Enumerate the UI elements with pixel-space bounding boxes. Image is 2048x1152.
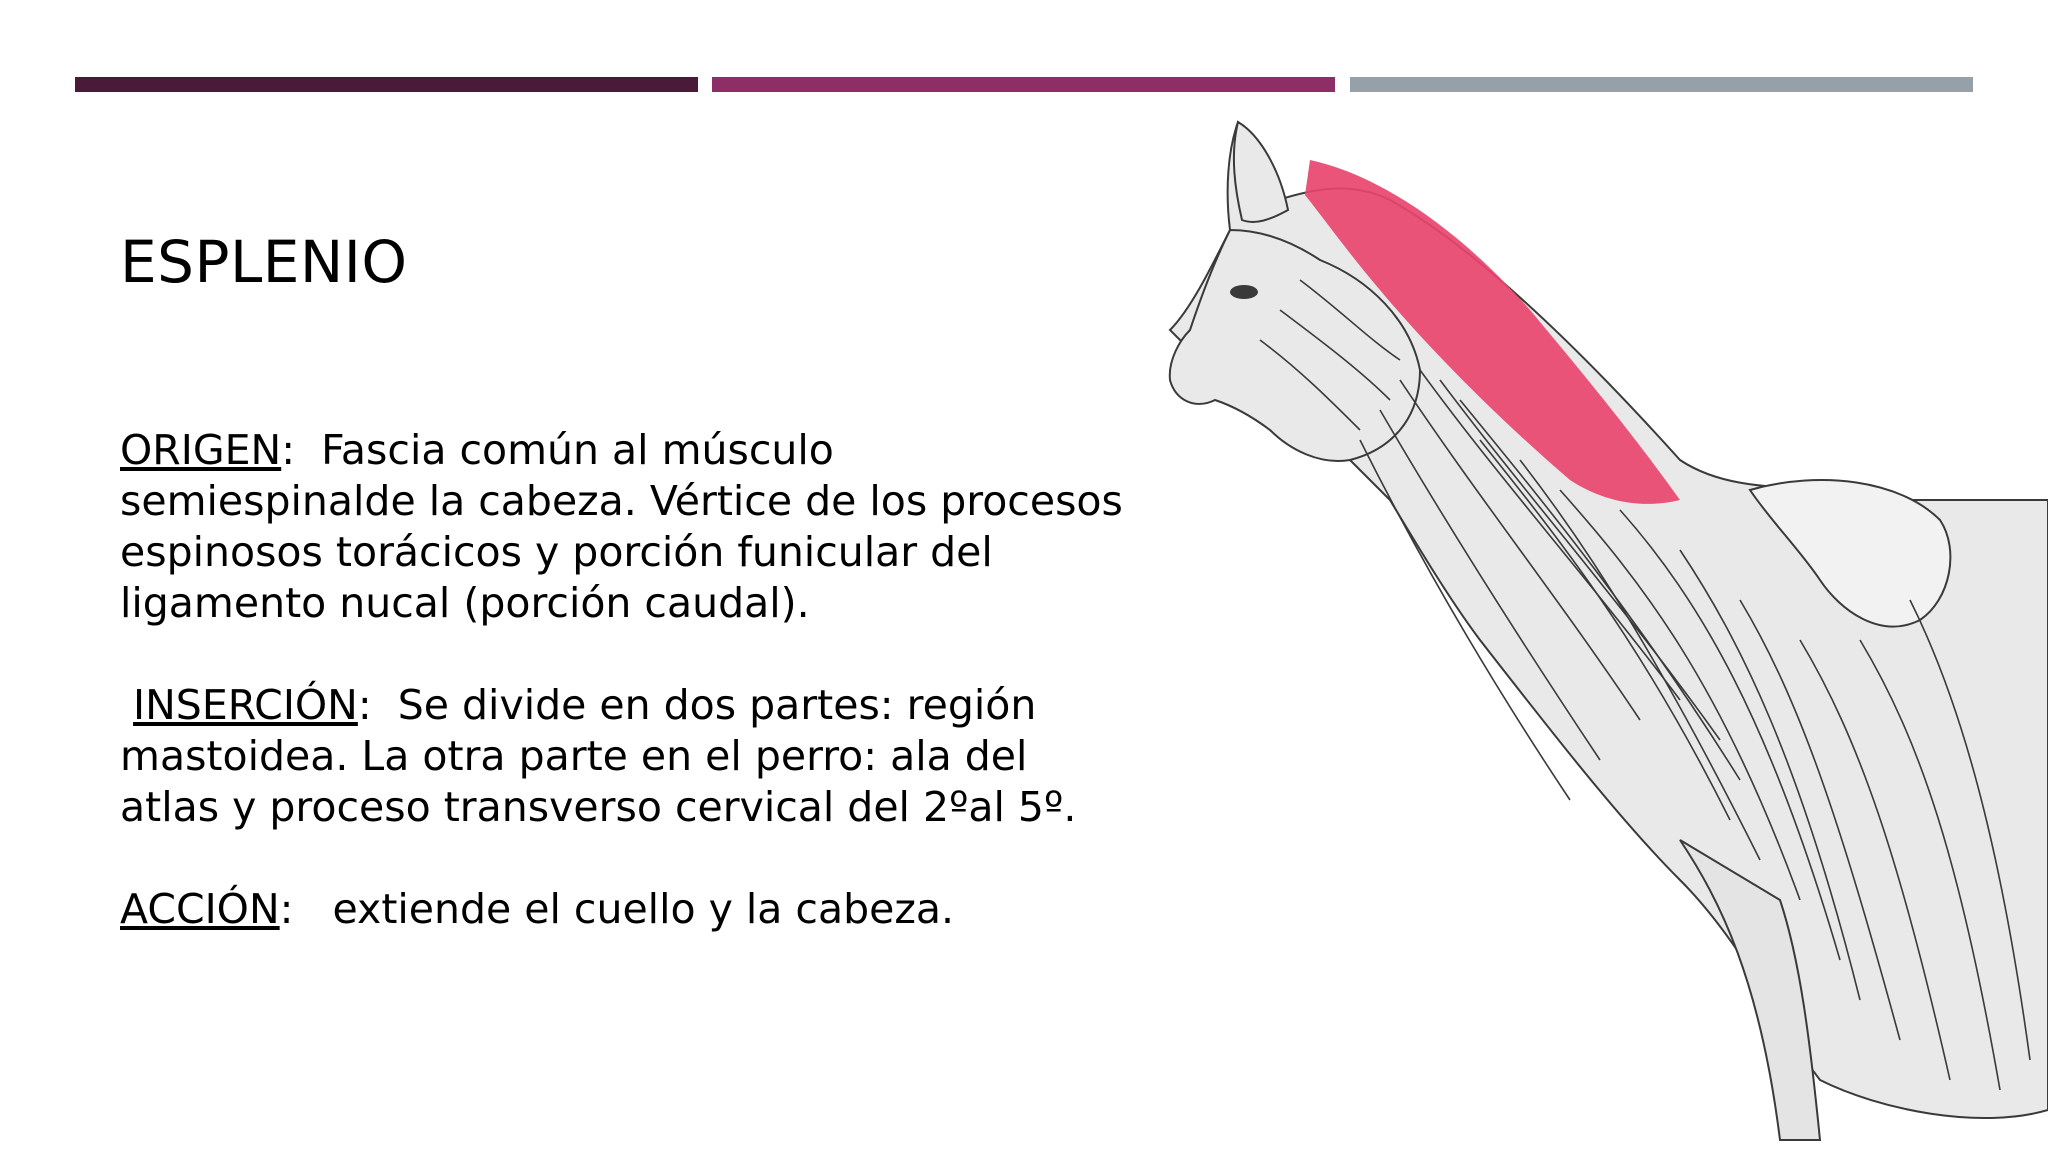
- action-text: extiende el cuello y la cabeza.: [332, 885, 955, 933]
- origin-text: Fascia común al músculo semiespinalde la cabeza. Vértice de los procesos espinosos torácicos y porción funicular del ligamento nucal (porción caudal).: [120, 426, 1123, 627]
- horse-eye: [1230, 285, 1258, 299]
- origin-label: ORIGEN: [120, 426, 282, 474]
- slide-body: [120, 425, 1130, 935]
- horse-ear: [1234, 122, 1288, 222]
- horse-anatomy-illustration: [1120, 80, 2048, 1152]
- horse-anatomy-svg: [1120, 80, 2048, 1152]
- accent-bar-dark: [75, 77, 698, 92]
- insertion-lead: [120, 681, 133, 729]
- origin-separator: :: [281, 426, 322, 474]
- action-paragraph: [120, 884, 1130, 935]
- action-label: ACCIÓN: [120, 885, 280, 933]
- action-separator: :: [279, 885, 333, 933]
- origin-paragraph: [120, 425, 1130, 629]
- insertion-text: Se divide en dos partes: región mastoidea. La otra parte en el perro: ala del atlas y proceso transverso cervical del 2ºal 5º.: [120, 681, 1077, 831]
- insertion-label: INSERCIÓN: [133, 681, 358, 729]
- slide-title: ESPLENIO: [120, 228, 408, 296]
- insertion-separator: :: [357, 681, 398, 729]
- insertion-paragraph: [120, 680, 1130, 833]
